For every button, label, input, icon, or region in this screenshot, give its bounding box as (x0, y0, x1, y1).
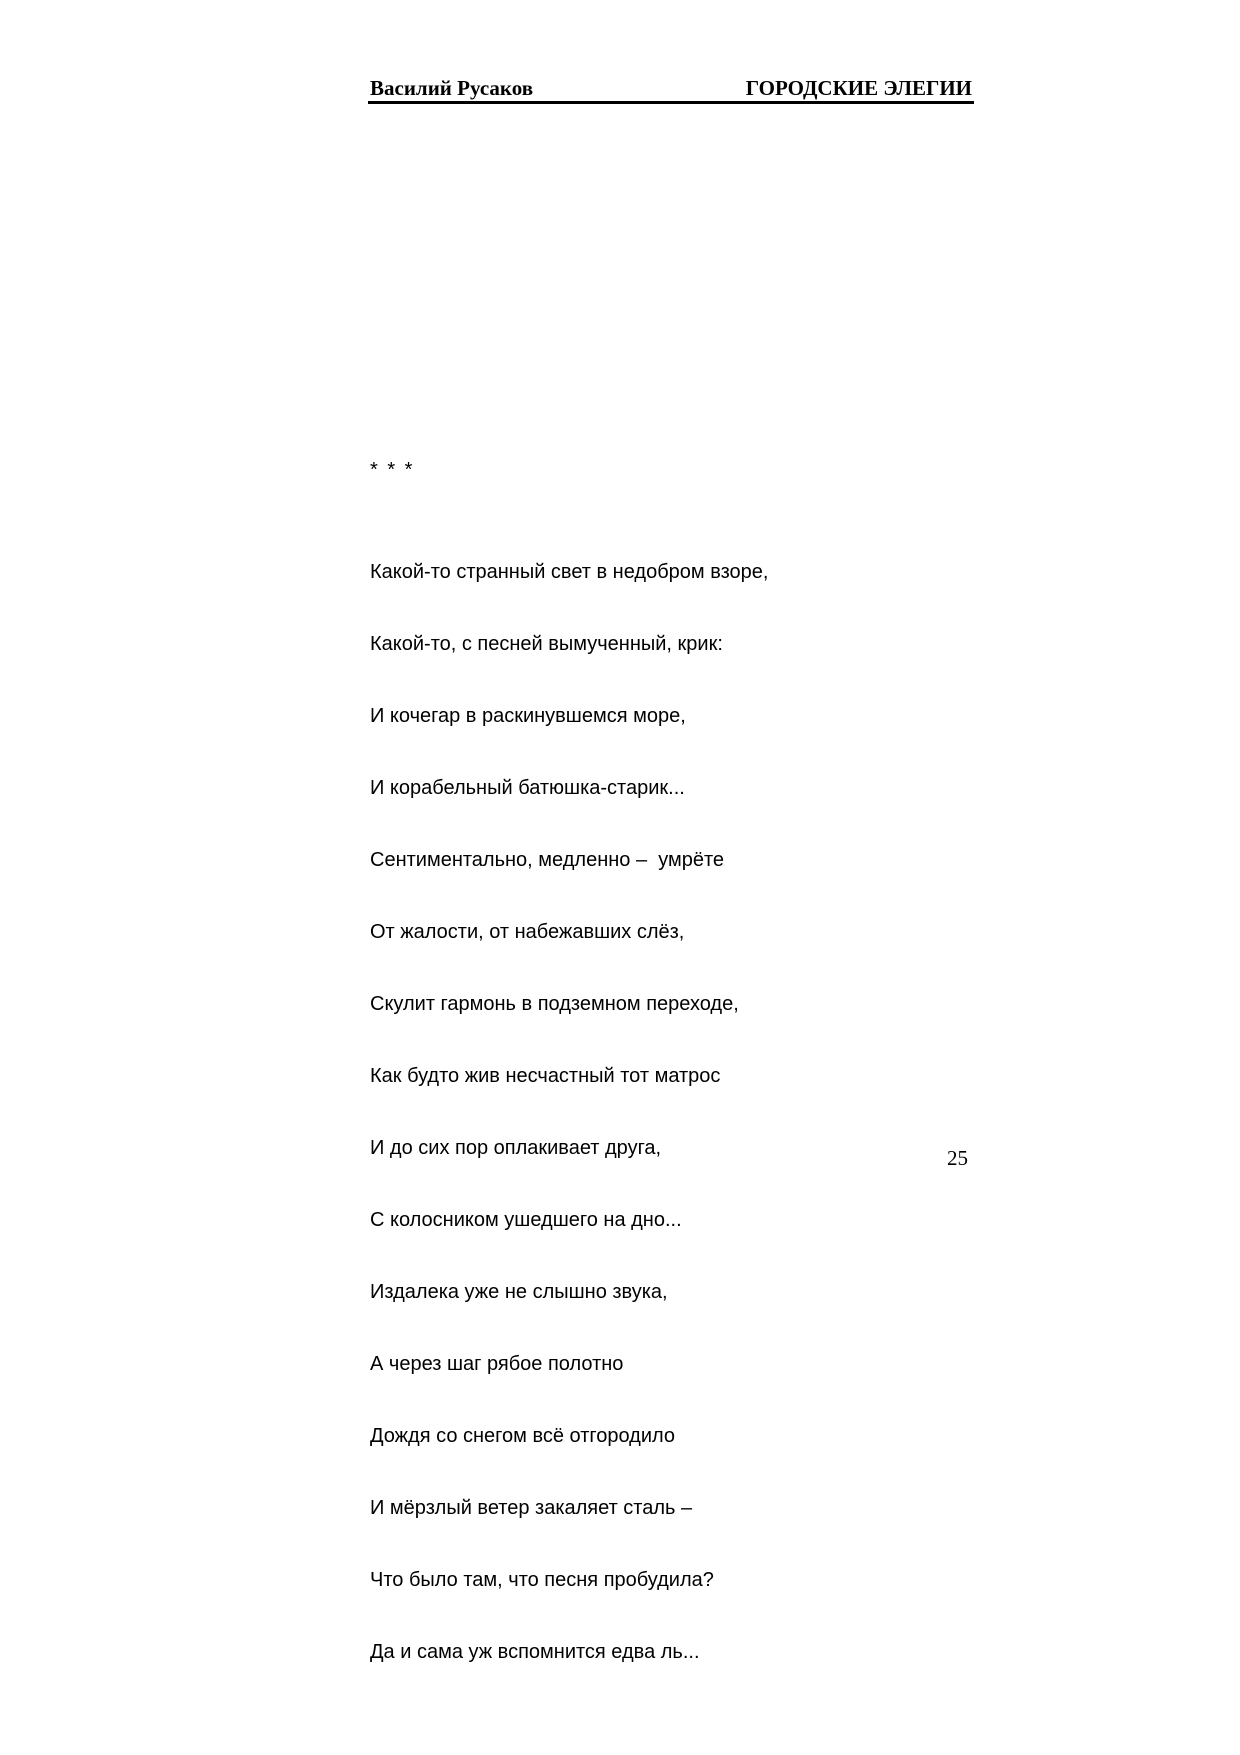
poem-line: Скулит гармонь в подземном переходе, (370, 993, 739, 1015)
poem-line: И до сих пор оплакивает друга, (370, 1137, 662, 1159)
poem-line: А через шаг рябое полотно (370, 1353, 624, 1375)
poem (370, 410, 768, 1688)
poem-line: Издалека уже не слышно звука, (370, 1281, 668, 1303)
running-header (368, 76, 974, 100)
poem-line: Как будто жив несчастный тот матрос (370, 1065, 721, 1087)
header-rule (368, 101, 974, 104)
poem-separator: * * * (370, 459, 415, 481)
poem-line: От жалости, от набежавших слёз, (370, 921, 685, 943)
poem-line: Что было там, что песня пробудила? (370, 1569, 714, 1591)
poem-line: Да и сама уж вспомнится едва ль... (370, 1641, 700, 1663)
header-book-title: ГОРОДСКИЕ ЭЛЕГИИ (745, 76, 972, 100)
poem-line: И кочегар в раскинувшемся море, (370, 705, 686, 727)
header-author: Василий Русаков (370, 76, 534, 100)
poem-line: Какой-то странный свет в недобром взоре, (370, 561, 769, 583)
poem-line: Какой-то, с песней вымученный, крик: (370, 633, 723, 655)
poem-line: С колосником ушедшего на дно... (370, 1209, 682, 1231)
poem-line: И корабельный батюшка-старик... (370, 777, 685, 799)
poem-line: И мёрзлый ветер закаляет сталь – (370, 1497, 693, 1519)
page-number: 25 (947, 1146, 968, 1170)
poem-line: Дождя со снегом всё отгородило (370, 1425, 676, 1447)
poem-line: Сентиментально, медленно – умрёте (370, 849, 725, 871)
